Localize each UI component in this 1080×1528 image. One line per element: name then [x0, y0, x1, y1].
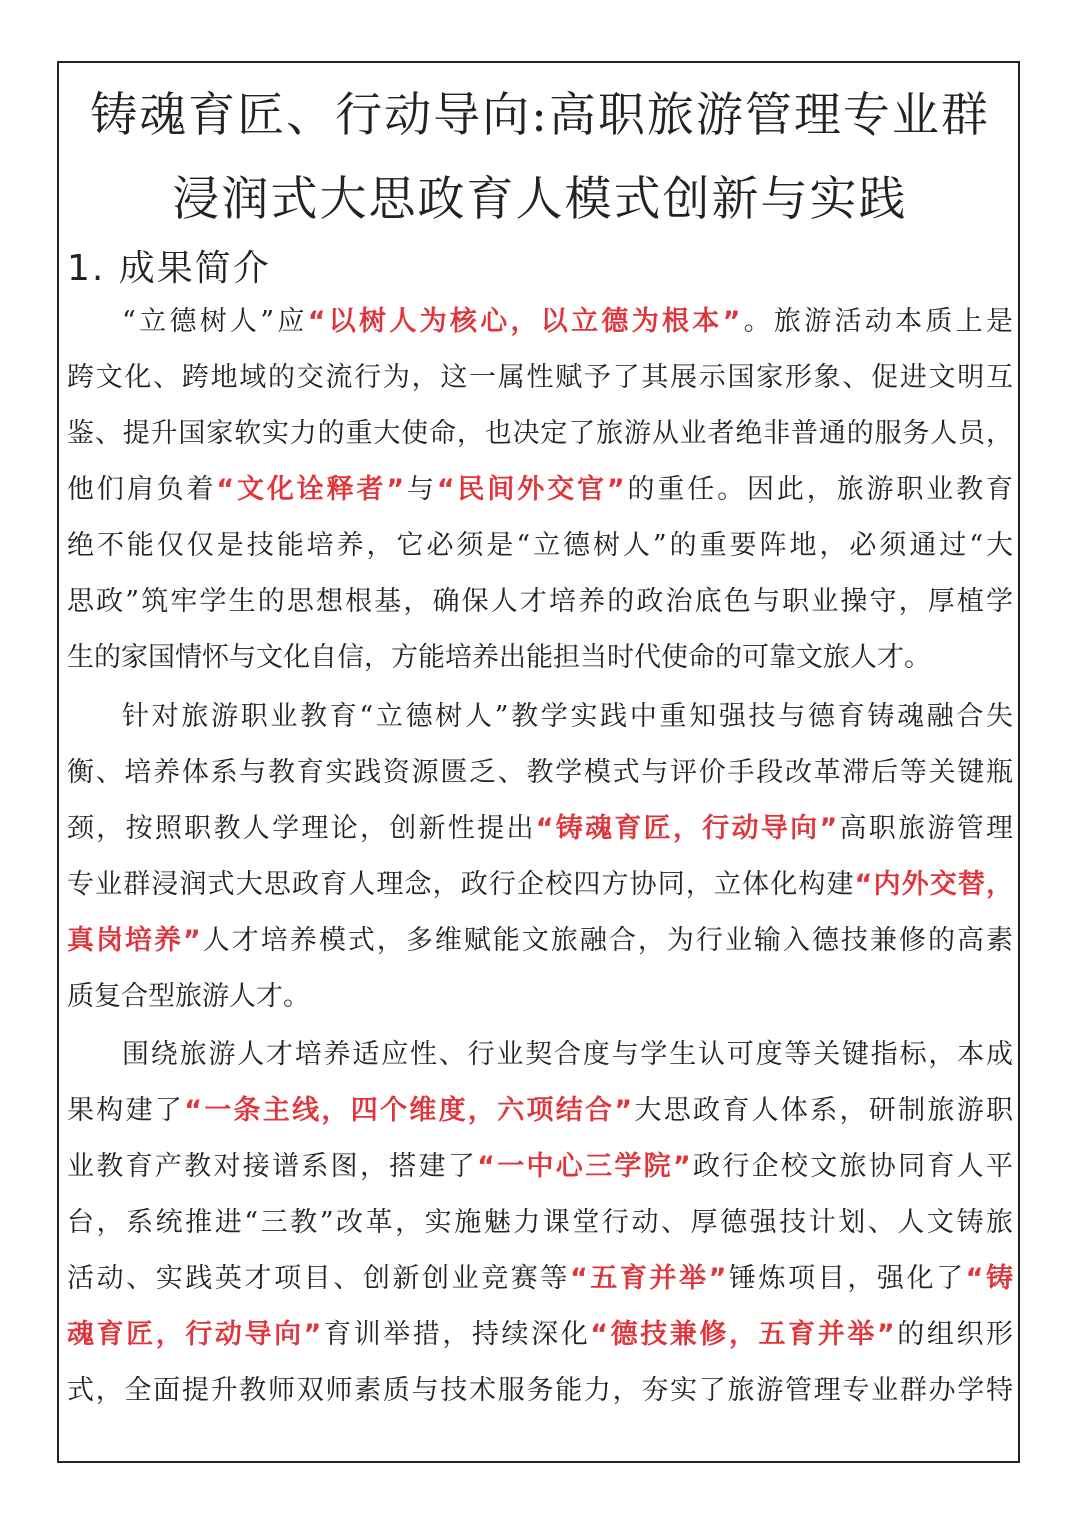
- text-span: 人才培养模式，多维赋能文旅融合，为行业输入德技兼修的高素: [200, 925, 1013, 956]
- highlight-text: 魂育匠，行动导向”: [67, 1319, 322, 1350]
- document-title-line-2: 浸润式大思政育人模式创新与实践: [172, 172, 908, 227]
- highlight-text: “德技兼修，五育并举”: [590, 1319, 895, 1350]
- text-span: 业教育产教对接谱系图，搭建了: [67, 1151, 478, 1182]
- text-span: 。旅游活动本质上是: [740, 306, 1013, 337]
- paragraph-line: 思政”筑牢学生的思想根基，确保人才培养的政治底色与职业操守，厚植学: [67, 586, 1013, 617]
- text-span: 大思政育人体系，研制旅游职: [632, 1095, 1013, 1126]
- highlight-text: “以树人为核心，以立德为根本”: [307, 306, 741, 337]
- highlight-text: “铸魂育匠，行动导向”: [535, 813, 838, 844]
- paragraph-line: [67, 466, 1013, 514]
- paragraph-line: 台，系统推进“三教”改革，实施魅力课堂行动、厚德强技计划、人文铸旅: [67, 1207, 1013, 1238]
- text-span: 活动、实践英才项目、创新创业竞赛等: [67, 1263, 570, 1294]
- highlight-text: “文化诠释者”: [216, 474, 405, 505]
- paragraph-line: 衡、培养体系与教育实践资源匮乏、教学模式与评价手段改革滞后等关键瓶: [67, 757, 1013, 788]
- paragraph-line: [122, 298, 1013, 346]
- highlight-text: “内外交替，: [854, 869, 1013, 900]
- text-span: 他们肩负着: [67, 474, 217, 505]
- paragraph-line: 生的家国情怀与文化自信，方能培养出能担当时代使命的可靠文旅人才。: [67, 642, 931, 673]
- paragraph-line: [67, 917, 1013, 965]
- text-span: 锤炼项目，强化了: [726, 1263, 966, 1294]
- document-title-line-1: 铸魂育匠、行动导向:高职旅游管理专业群: [90, 88, 990, 143]
- text-span: 果构建了: [67, 1095, 185, 1126]
- paragraph-line: [67, 861, 1013, 909]
- highlight-text: “一中心三学院”: [477, 1151, 691, 1182]
- text-span: 政行企校文旅协同育人平: [690, 1151, 1013, 1182]
- highlight-text: 真岗培养”: [67, 925, 201, 956]
- highlight-text: “民间外交官”: [436, 474, 625, 505]
- paragraph-line: [67, 1311, 1013, 1359]
- text-span: 高职旅游管理: [837, 813, 1013, 844]
- text-span: 的重任。因此，旅游职业教育: [624, 474, 1013, 505]
- paragraph-line: 质复合型旅游人才。: [67, 981, 310, 1012]
- text-span: 专业群浸润式大思政育人理念，政行企校四方协同，立体化构建: [67, 869, 855, 900]
- paragraph-line: [67, 1087, 1013, 1135]
- paragraph-line: 跨文化、跨地域的交流行为，这一属性赋予了其展示国家形象、促进文明互: [67, 362, 1013, 393]
- text-span: 的组织形: [894, 1319, 1013, 1350]
- text-span: 育训举措，持续深化: [321, 1319, 591, 1350]
- highlight-text: “铸: [965, 1263, 1014, 1294]
- paragraph-line: 式，全面提升教师双师素质与技术服务能力，夯实了旅游管理专业群办学特: [67, 1375, 1013, 1406]
- text-span: 颈，按照职教人学理论，创新性提出: [67, 813, 536, 844]
- highlight-text: “一条主线，四个维度，六项结合”: [184, 1095, 633, 1126]
- paragraph-line: 围绕旅游人才培养适应性、行业契合度与学生认可度等关键指标，本成: [122, 1039, 1013, 1070]
- paragraph-line: [67, 1255, 1013, 1303]
- paragraph-line: 鉴、提升国家软实力的重大使命，也决定了旅游从业者绝非普通的服务人员，: [67, 418, 1013, 449]
- paragraph-line: [67, 805, 1013, 853]
- highlight-text: “五育并举”: [569, 1263, 727, 1294]
- text-span: “立德树人”应: [122, 306, 308, 337]
- text-span: 与: [404, 474, 437, 505]
- paragraph-line: 绝不能仅仅是技能培养，它必须是“立德树人”的重要阵地，必须通过“大: [67, 530, 1013, 561]
- section-heading: 1. 成果简介: [67, 248, 271, 289]
- paragraph-line: [67, 1143, 1013, 1191]
- paragraph-line: 针对旅游职业教育“立德树人”教学实践中重知强技与德育铸魂融合失: [122, 701, 1013, 732]
